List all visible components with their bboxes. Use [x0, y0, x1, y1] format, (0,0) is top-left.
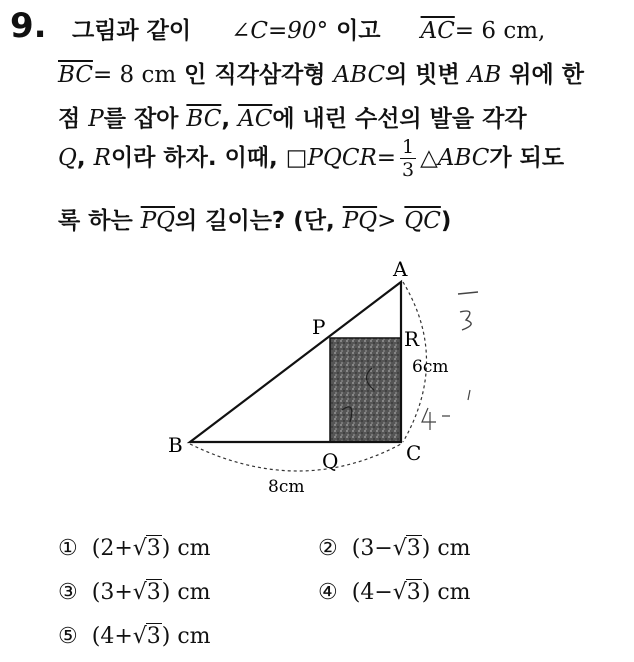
point-r: R: [93, 145, 111, 171]
segment-ac: $\overline{AC}$: [238, 106, 273, 132]
label-p: P: [312, 315, 326, 339]
label-b: B: [168, 433, 183, 457]
bc-value: = 8 cm: [92, 62, 177, 88]
text: 인 직각삼각형: [184, 62, 326, 88]
option-3[interactable]: [58, 580, 211, 605]
rectangle-pqcr: [330, 338, 401, 442]
sqrt: √3: [392, 580, 421, 605]
rectangle-name: □PQCR: [285, 145, 377, 171]
option-5[interactable]: [58, 624, 211, 649]
option-open: (4+: [91, 624, 133, 649]
option-marker: ④: [318, 580, 338, 605]
problem-line-2: [58, 56, 584, 89]
option-4[interactable]: [318, 580, 471, 605]
option-open: (3−: [351, 536, 393, 561]
option-open: (3+: [91, 580, 133, 605]
segment-bc: $\overline{BC}$: [186, 106, 222, 132]
triangle-figure: [160, 250, 480, 500]
comma: ,: [76, 145, 86, 171]
comma: ,: [221, 106, 231, 132]
angle-expression: ∠C=90°: [231, 18, 329, 44]
bc-length-arc: [190, 444, 401, 471]
triangle-name: ABC: [333, 62, 386, 88]
triangle-name: △ABC: [420, 145, 490, 171]
sqrt-value: 3: [406, 580, 421, 605]
problem-line-4: [58, 136, 564, 181]
sqrt-value: 3: [146, 536, 161, 561]
option-1[interactable]: [58, 536, 211, 561]
fraction: [400, 136, 416, 181]
option-open: (4−: [351, 580, 393, 605]
problem-line-5: [58, 202, 451, 235]
text: 그림과 같이: [72, 18, 192, 44]
label-bc-length: 8cm: [268, 477, 305, 497]
fraction-numerator: 1: [402, 136, 415, 158]
option-open: (2+: [91, 536, 133, 561]
text: 의 빗변: [385, 62, 460, 88]
problem-line-3: [58, 100, 527, 133]
option-2[interactable]: [318, 536, 471, 561]
greater-than: >: [377, 208, 397, 234]
fraction-denominator: 3: [402, 159, 415, 181]
option-close: ) cm: [421, 536, 471, 561]
pencil-mark: [422, 390, 470, 430]
label-q: Q: [322, 449, 339, 473]
text: 이라 하자. 이때,: [110, 145, 278, 171]
label-a: A: [393, 257, 408, 281]
option-marker: ①: [58, 536, 78, 561]
sqrt: √3: [392, 536, 421, 561]
text: 의 길이는? (단,: [175, 208, 335, 234]
text: 록 하는: [58, 208, 133, 234]
option-marker: ⑤: [58, 624, 78, 649]
label-r: R: [404, 327, 420, 351]
segment-pq: $\overline{PQ}$: [342, 208, 378, 234]
point-q: Q: [58, 145, 77, 171]
label-ac-length: 6cm: [412, 357, 449, 377]
ac-value: = 6 cm,: [454, 18, 546, 44]
text: 가 되도: [489, 145, 565, 171]
segment-ab: AB: [467, 62, 502, 88]
sqrt-value: 3: [146, 624, 161, 649]
text: 위에 한: [509, 62, 584, 88]
label-c: C: [406, 441, 422, 465]
problem-number: 9.: [10, 6, 47, 46]
option-marker: ②: [318, 536, 338, 561]
segment-bc: $\overline{BC}$: [58, 62, 93, 88]
option-marker: ③: [58, 580, 78, 605]
option-close: ) cm: [421, 580, 471, 605]
option-close: ) cm: [161, 580, 211, 605]
text: 에 내린 수선의 발을 각각: [272, 106, 527, 132]
option-close: ) cm: [161, 536, 211, 561]
equals: =: [376, 145, 397, 171]
segment-pq: $\overline{PQ}$: [140, 208, 176, 234]
segment-ac: $\overline{AC}$: [420, 18, 455, 44]
segment-qc: $\overline{QC}$: [404, 208, 441, 234]
text: 점: [58, 106, 81, 132]
text: 이고: [336, 18, 381, 44]
problem-line-1: [72, 12, 545, 45]
sqrt: √3: [132, 580, 161, 605]
text: 를 잡아: [103, 106, 179, 132]
sqrt: √3: [132, 624, 161, 649]
option-close: ) cm: [161, 624, 211, 649]
sqrt-value: 3: [146, 580, 161, 605]
pencil-mark: [458, 292, 478, 330]
sqrt-value: 3: [406, 536, 421, 561]
text: ): [440, 208, 452, 234]
sqrt: √3: [132, 536, 161, 561]
point-p: P: [88, 106, 104, 132]
